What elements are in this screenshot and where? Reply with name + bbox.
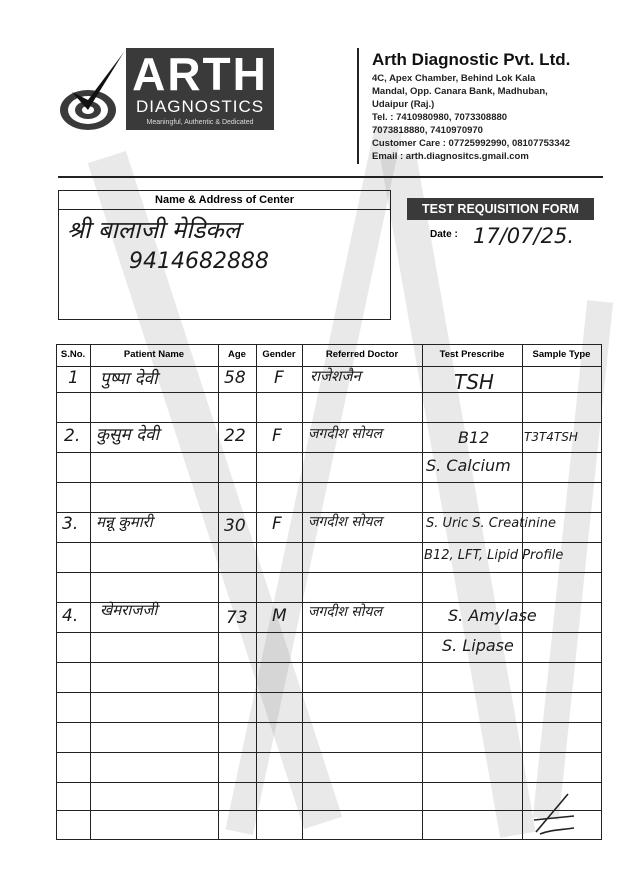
- table-col-rule: [256, 344, 257, 840]
- row3-test: S. Uric S. Creatinine: [426, 516, 556, 531]
- row4-gender: M: [272, 606, 287, 626]
- row3-test: B12, LFT, Lipid Profile: [424, 548, 564, 563]
- table-col-rule: [422, 344, 423, 840]
- row1-age: 58: [224, 368, 246, 388]
- table-rule: [56, 392, 602, 393]
- row2-name: कुसुम देवी: [96, 425, 159, 445]
- scan-margin: [0, 852, 640, 876]
- header-rule: [58, 176, 603, 178]
- table-rule: [56, 810, 602, 811]
- table-rule: [56, 632, 602, 633]
- address-line: 4C, Apex Chamber, Behind Lok Kala: [372, 73, 536, 84]
- row4-sno: 4.: [62, 606, 79, 626]
- center-name-handwritten: श्री बालाजी मेडिकल: [67, 216, 241, 244]
- header-patient-name: Patient Name: [123, 349, 185, 360]
- table-col-rule: [56, 344, 57, 840]
- table-rule: [56, 662, 602, 663]
- row2-doctor: जगदीश सोयल: [308, 426, 383, 442]
- table-rule: [56, 782, 602, 783]
- address-line: Mandal, Opp. Canara Bank, Madhuban,: [372, 86, 548, 97]
- company-name: Arth Diagnostic Pvt. Ltd.: [372, 50, 571, 69]
- table-col-rule: [302, 344, 303, 840]
- row2-test: B12: [458, 428, 490, 447]
- row1-gender: F: [274, 368, 284, 388]
- email: Email : arth.diagnositcs.gmail.com: [372, 151, 529, 162]
- address-line: Udaipur (Raj.): [372, 99, 435, 110]
- row2-sno: 2.: [64, 426, 81, 446]
- date-label: Date :: [430, 229, 458, 240]
- logo-box: [126, 48, 274, 130]
- table-rule: [56, 482, 602, 483]
- row3-name: मन्नू कुमारी: [96, 513, 153, 531]
- row1-test: TSH: [454, 370, 494, 394]
- row2-age: 22: [224, 426, 246, 446]
- center-heading: Name & Address of Center: [59, 191, 390, 210]
- table-col-rule: [522, 344, 523, 840]
- table-col-rule: [218, 344, 219, 840]
- row3-gender: F: [272, 514, 282, 534]
- row3-age: 30: [224, 516, 246, 536]
- row1-sno: 1: [68, 368, 79, 388]
- row1-doctor: राजेशजैन: [310, 367, 361, 385]
- row2-test: S. Calcium: [426, 456, 511, 475]
- logo-brand: ARTH: [132, 48, 268, 100]
- signature-mark: [530, 790, 580, 840]
- company-info: [372, 50, 622, 163]
- row2-sample: T3T4TSH: [524, 430, 578, 444]
- form-title: TEST REQUISITION FORM: [407, 198, 594, 220]
- row2-gender: F: [272, 426, 282, 446]
- table-col-rule: [601, 344, 602, 840]
- telephone: Tel. : 7410980980, 7073308880: [372, 112, 508, 123]
- date-value-handwritten: 17/07/25.: [473, 224, 574, 248]
- company-logo: [58, 48, 276, 134]
- header-sample-type: Sample Type: [532, 349, 591, 360]
- table-col-rule: [90, 344, 91, 840]
- logo-sub: DIAGNOSTICS: [135, 97, 265, 116]
- logo-tagline: Meaningful, Authentic & Dedicated: [146, 119, 254, 126]
- row4-doctor: जगदीश सोयल: [308, 604, 383, 620]
- center-box: [58, 190, 391, 320]
- row4-test: S. Amylase: [448, 606, 537, 625]
- row4-age: 73: [226, 608, 248, 628]
- row1-name: पुष्पा देवी: [100, 369, 158, 389]
- table-rule: [56, 542, 602, 543]
- target-check-icon: [58, 48, 126, 134]
- patient-table: [56, 344, 602, 840]
- header-gender: Gender: [262, 349, 296, 360]
- header-sno: S.No.: [60, 349, 86, 360]
- row3-doctor: जगदीश सोयल: [308, 514, 383, 530]
- row4-test: S. Lipase: [442, 636, 514, 655]
- table-rule: [56, 452, 602, 453]
- row4-name: खेमराजजी: [100, 601, 158, 619]
- header-referred-doctor: Referred Doctor: [325, 349, 399, 360]
- table-rule: [56, 692, 602, 693]
- table-rule: [56, 722, 602, 723]
- customer-care: Customer Care : 07725992990, 08107753342: [372, 138, 571, 149]
- row3-sno: 3.: [62, 514, 79, 534]
- table-rule: [56, 839, 602, 840]
- header-age: Age: [228, 349, 246, 360]
- table-rule: [56, 752, 602, 753]
- telephone-2: 7073818880, 7410970970: [372, 125, 483, 136]
- header-test-prescribe: Test Prescribe: [439, 349, 505, 360]
- table-rule: [56, 572, 602, 573]
- center-phone-handwritten: 9414682888: [129, 249, 269, 274]
- header-divider: [357, 48, 359, 164]
